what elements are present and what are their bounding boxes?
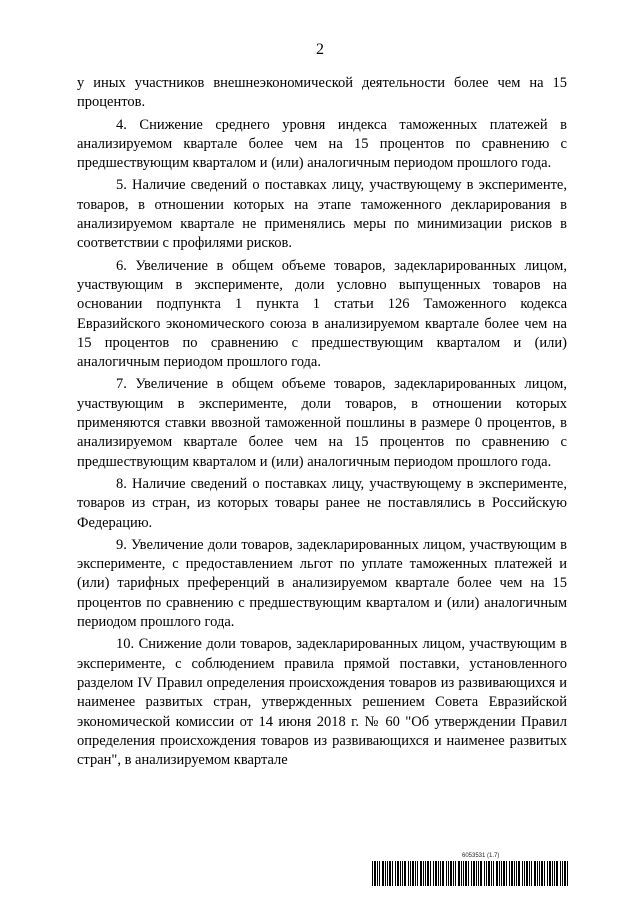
paragraph-item-4: 4. Снижение среднего уровня индекса таможенных платежей в анализируемом квартале более чем на 15 процентов по сравнению с предшествующим кварталом и (или) аналогичным периодом прошлого года. — [77, 116, 567, 172]
paragraph-item-7: 7. Увеличение в общем объеме товаров, задекларированных лицом, участвующим в эксперименте, доли товаров, в отношении которых применяются ставки ввозной таможенной пошлины в размере 0 процентов, в анализируемом квартале более чем на 15 процентов по сравнению с предшествующим кварталом и (или) аналогичным периодом прошлого года. — [77, 376, 567, 470]
paragraph-item-10: 10. Снижение доли товаров, задекларированных лицом, участвующим в эксперименте, с соблюдением правила прямой поставки, установленного разделом IV Правил определения происхождения товаров из развивающихся и наименее развитых стран, утвержденных решением Совета Евразийской экономической комиссии от 14 июня 2018 г. № 60 "Об утверждении Правил определения происхождения товаров из развивающихся и наименее развитых стран", в анализируемом квартале — [77, 636, 567, 769]
barcode-icon — [372, 861, 568, 886]
page-number: 2 — [316, 41, 324, 58]
paragraph-item-8: 8. Наличие сведений о поставках лицу, участвующему в эксперименте, товаров из стран, из которых товары ранее не поставлялись в Российскую Федерацию. — [77, 475, 567, 531]
paragraph-item-5: 5. Наличие сведений о поставках лицу, участвующему в эксперименте, товаров, в отношении которых на этапе таможенного декларирования в анализируемом квартале не применялись меры по минимизации рисков в соответствии с профилями рисков. — [77, 177, 567, 252]
document-code: 6053531 (1.7) — [462, 853, 500, 859]
paragraph-item-6: 6. Увеличение в общем объеме товаров, задекларированных лицом, участвующим в эксперименте, доли условно выпущенных товаров на основании подпункта 1 пункта 1 статьи 126 Таможенного кодекса Евразийского экономического союза в анализируемом квартале более чем на 15 процентов по сравнению с предшествующим кварталом и (или) аналогичным периодом прошлого года. — [77, 257, 567, 371]
paragraph-continuation: у иных участников внешнеэкономической деятельности более чем на 15 процентов. — [77, 75, 567, 111]
document-body — [77, 74, 567, 773]
paragraph-item-9: 9. Увеличение доли товаров, задекларированных лицом, участвующим в эксперименте, с предоставлением льгот по уплате таможенных платежей и (или) тарифных преференций в анализируемом квартале более чем на 15 процентов по сравнению с предшествующим кварталом и (или) аналогичным периодом прошлого года. — [77, 536, 567, 631]
